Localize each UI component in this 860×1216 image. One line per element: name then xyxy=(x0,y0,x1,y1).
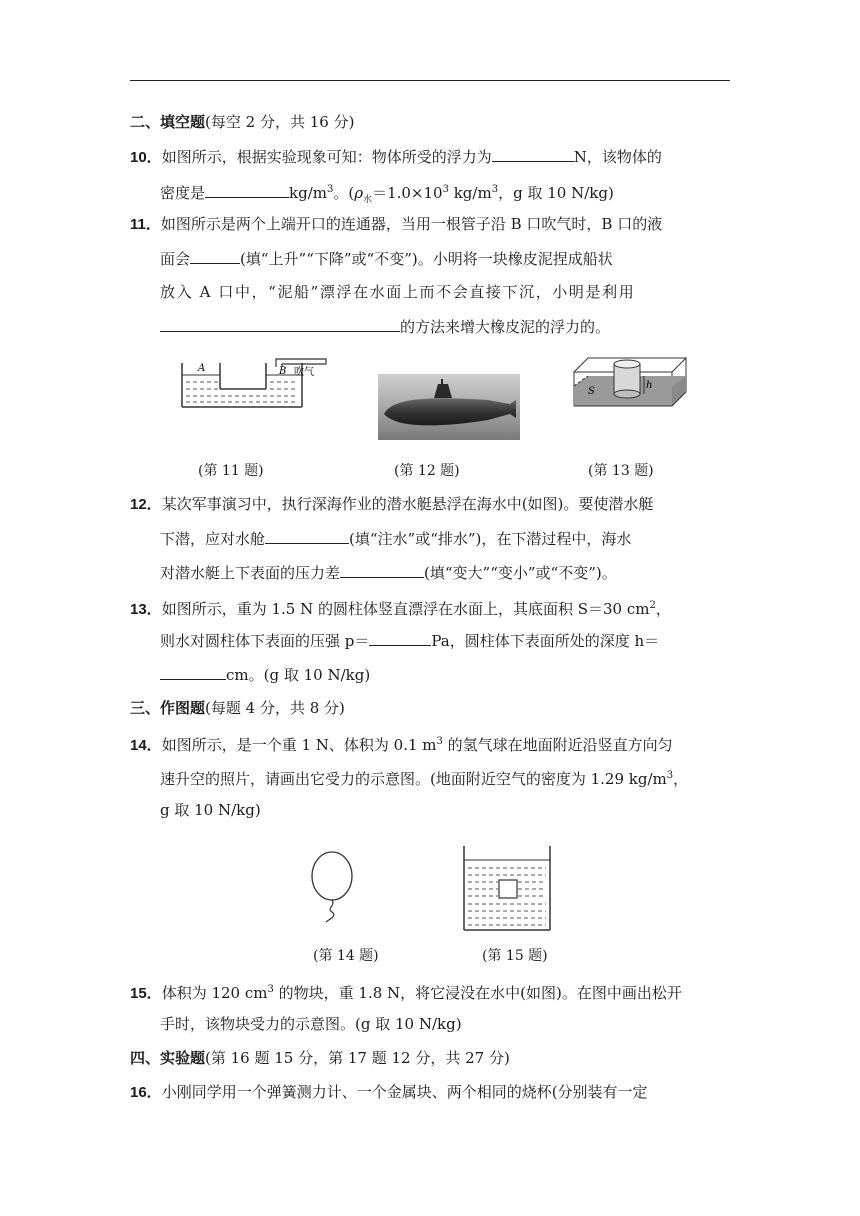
fig11-connected-vessel xyxy=(176,355,336,415)
fig12-submarine-photo xyxy=(378,374,520,440)
q11-text: 面会 xyxy=(160,250,191,268)
q10-text: kg/m xyxy=(289,184,327,202)
q13-line-1 xyxy=(130,596,671,620)
answer-blank[interactable] xyxy=(340,562,424,578)
superscript: 3 xyxy=(326,184,334,195)
question-number: 14． xyxy=(130,737,162,754)
q10-text: 。( xyxy=(333,184,355,202)
q12-line-2 xyxy=(160,528,631,549)
q11-text: (填“上升”“下降”或“不变”)。小明将一块橡皮泥捏成船状 xyxy=(240,250,613,268)
superscript: 3 xyxy=(442,184,449,195)
fig14-balloon xyxy=(306,848,358,928)
section-exp-heading xyxy=(130,1048,510,1068)
section-fill-heading xyxy=(130,112,354,132)
caption-q14: (第 14 题) xyxy=(313,948,379,964)
question-number: 13． xyxy=(130,601,162,618)
answer-blank[interactable] xyxy=(160,664,226,680)
q10-text: ＝1.0×10 xyxy=(372,184,443,202)
q12-text: 下潜，应对水舱 xyxy=(160,530,266,548)
fig13-label-h: h xyxy=(646,380,653,391)
q13-text: Pa，圆柱体下表面所处的深度 h＝ xyxy=(431,632,660,650)
answer-blank[interactable] xyxy=(190,248,240,264)
section-note: (每空 2 分，共 16 分) xyxy=(205,113,355,131)
q15-text: 的物块，重 1.8 N，将它浸没在水中(如图)。在图中画出松开 xyxy=(273,984,682,1002)
caption-q11: (第 11 题) xyxy=(198,463,264,479)
q16-line-1 xyxy=(130,1082,648,1103)
q16-text: 小刚同学用一个弹簧测力计、一个金属块、两个相同的烧杯(分别装有一定 xyxy=(161,1083,648,1101)
fig15-block-in-water xyxy=(460,842,556,934)
answer-blank[interactable] xyxy=(205,182,289,198)
question-number: 15． xyxy=(130,985,162,1002)
answer-blank[interactable] xyxy=(160,316,400,332)
superscript: 3 xyxy=(491,184,499,195)
question-number: 10． xyxy=(130,149,162,166)
rho-symbol: ρ xyxy=(354,184,364,202)
q10-line-2 xyxy=(160,180,614,210)
q14-text: 的氢气球在地面附近沿竖直方向匀 xyxy=(442,736,673,754)
q15-line-1 xyxy=(130,980,682,1004)
subscript: 水 xyxy=(363,195,373,205)
q11-text: 如图所示是两个上端开口的连通器，当用一根管子沿 B 口吹气时，B 口的液 xyxy=(160,215,663,233)
q14-line-3 xyxy=(160,800,261,820)
q11-line-3 xyxy=(160,282,635,302)
q10-text: kg/m xyxy=(448,184,492,202)
q10-text: 密度是 xyxy=(160,184,206,202)
question-number: 12． xyxy=(130,496,162,513)
q12-text: 对潜水艇上下表面的压力差 xyxy=(160,564,341,582)
answer-blank[interactable] xyxy=(369,630,431,646)
q11-line-1 xyxy=(130,214,662,235)
q10-line-1 xyxy=(130,146,662,168)
q12-text: (填“注水”或“排水”)，在下潜过程中，海水 xyxy=(349,530,632,548)
q10-text: 如图所示，根据实验现象可知：物体所受的浮力为 xyxy=(161,148,492,166)
q12-line-1 xyxy=(130,494,653,515)
superscript: 3 xyxy=(267,984,274,995)
caption-q13: (第 13 题) xyxy=(588,463,654,479)
section-note: (每题 4 分，共 8 分) xyxy=(205,699,345,717)
q10-text: ，g 取 10 N/kg) xyxy=(498,184,614,202)
q14-text: ， xyxy=(673,770,689,788)
q11-line-4 xyxy=(160,316,610,337)
question-number: 11． xyxy=(130,216,161,233)
superscript: 3 xyxy=(436,736,443,747)
section-note: (第 16 题 15 分，第 17 题 12 分，共 27 分) xyxy=(205,1049,510,1067)
section-title: 二、填空题 xyxy=(130,113,206,131)
q13-line-2 xyxy=(160,630,659,651)
q14-text: 如图所示，是一个重 1 N、体积为 0.1 m xyxy=(161,736,437,754)
q11-text: 的方法来增大橡皮泥的浮力的。 xyxy=(400,318,611,336)
q15-text: 体积为 120 cm xyxy=(161,984,268,1002)
answer-blank[interactable] xyxy=(265,528,349,544)
q14-line-1 xyxy=(130,732,673,756)
q13-text: cm。(g 取 10 N/kg) xyxy=(226,666,371,684)
fig11-label-blow: 吹气 xyxy=(294,367,314,378)
fig11-label-a: A xyxy=(198,363,206,374)
q14-text: g 取 10 N/kg) xyxy=(160,801,261,819)
q15-line-2 xyxy=(160,1014,462,1034)
q13-line-3 xyxy=(160,664,370,685)
q15-text: 手时，该物块受力的示意图。(g 取 10 N/kg) xyxy=(160,1015,462,1033)
q11-text: 放入 A 口中，“泥船”漂浮在水面上而不会直接下沉，小明是利用 xyxy=(160,283,636,301)
fig11-label-b: B xyxy=(279,366,287,377)
q12-text: (填“变大”“变小”或“不变”)。 xyxy=(424,564,617,582)
q14-text: 速升空的照片，请画出它受力的示意图。(地面附近空气的密度为 1.29 kg/m xyxy=(160,770,667,788)
fig13-label-s: S xyxy=(588,386,595,397)
q13-text: 如图所示，重为 1.5 N 的圆柱体竖直漂浮在水面上，其底面积 S＝30 cm xyxy=(161,600,650,618)
q13-text: 则水对圆柱体下表面的压强 p＝ xyxy=(160,632,370,650)
q12-text: 某次军事演习中，执行深海作业的潜水艇悬浮在海水中(如图)。要使潜水艇 xyxy=(161,495,654,513)
section-title: 四、实验题 xyxy=(130,1049,206,1067)
q11-line-2 xyxy=(160,248,613,269)
q12-line-3 xyxy=(160,562,617,583)
superscript: 2 xyxy=(649,600,656,611)
header-rule xyxy=(130,80,730,81)
q13-text: ， xyxy=(655,600,671,618)
caption-q15: (第 15 题) xyxy=(482,948,548,964)
question-number: 16． xyxy=(130,1084,162,1101)
section-draw-heading xyxy=(130,698,345,718)
fig13-floating-cylinder xyxy=(568,350,690,412)
superscript: 3 xyxy=(666,770,674,781)
caption-q12: (第 12 题) xyxy=(394,463,460,479)
section-title: 三、作图题 xyxy=(130,699,206,717)
q10-text: N，该物体的 xyxy=(573,148,662,166)
q14-line-2 xyxy=(160,766,688,789)
answer-blank[interactable] xyxy=(492,146,574,162)
